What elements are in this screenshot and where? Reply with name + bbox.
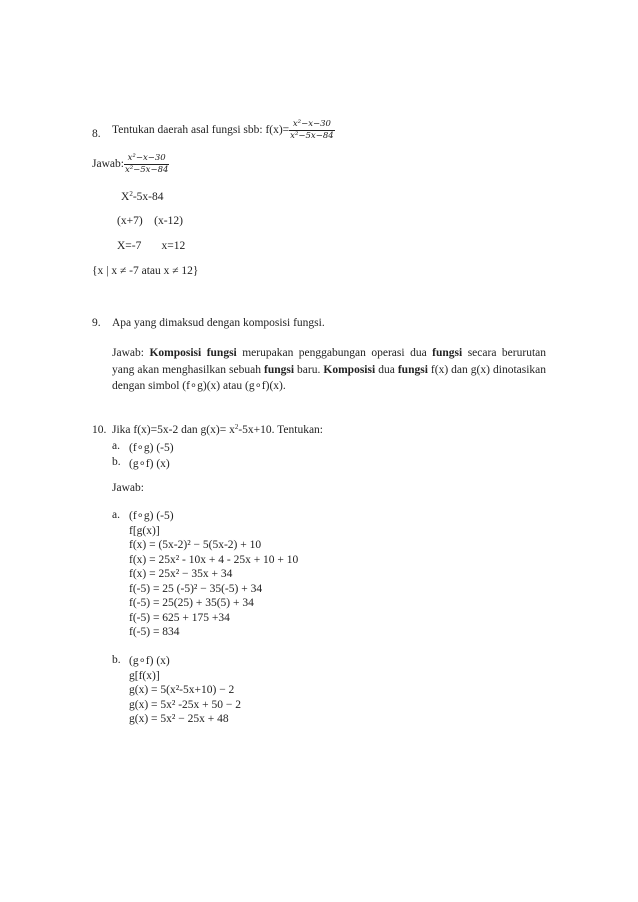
q8-step-2: [117, 215, 183, 227]
q8-fraction: [289, 120, 334, 140]
q9-answer-line-1: [112, 345, 546, 362]
q10-solution-b-label: b.: [112, 654, 121, 666]
q10-solution-a-line: f(-5) = 625 + 175 +34: [129, 611, 230, 624]
q9-answer-line-2: [112, 362, 546, 379]
q8-result: {x | x ≠ -7 atau x ≠ 12}: [92, 265, 199, 277]
q10-option-a: (f∘g) (-5): [129, 442, 174, 454]
q10-solution-a-line: f(-5) = 25 (-5)² − 35(-5) + 34: [129, 582, 263, 595]
q8-answer-numerator: x²−x−30: [124, 154, 169, 165]
q8-step-1-var: X: [121, 191, 130, 203]
q10-solution-a-line: f[g(x)]: [129, 524, 160, 537]
q9-term-fungsi: fungsi: [432, 347, 463, 359]
q10-solution-a-line: f(-5) = 25(25) + 35(5) + 34: [129, 597, 254, 609]
q8-factor-2: (x-12): [154, 215, 183, 227]
q9-line2-d: f(x) dan g(x) dinotasikan: [427, 363, 547, 376]
q8-answer-fraction: [124, 154, 169, 174]
q8-step-1-rest: -5x-84: [132, 191, 164, 203]
q8-fraction-denominator: x²−5x−84: [290, 130, 334, 141]
q9-text-2: secara berurutan: [462, 347, 546, 359]
q8-number: 8.: [92, 128, 101, 140]
q9-jawab: Jawab:: [112, 347, 150, 359]
q9-number: 9.: [92, 317, 101, 329]
q10-jawab: Jawab:: [112, 482, 144, 494]
q9-line2-term-1: fungsi: [263, 363, 295, 376]
q8-answer-denominator: x²−5x−84: [124, 164, 169, 175]
q10-option-b: (g∘f) (x): [129, 458, 170, 470]
q9-line2-b: baru.: [294, 363, 324, 376]
q9-line2-term-3: fungsi: [397, 363, 428, 376]
q9-answer: [112, 345, 546, 395]
q10-solution-a-line: f(-5) = 834: [129, 626, 180, 638]
q9-term-komposisi-fungsi: Komposisi fungsi: [149, 347, 237, 359]
q8-root-2: x=12: [161, 240, 186, 252]
q10-solution-b-line: g(x) = 5x² -25x + 50 − 2: [129, 698, 242, 711]
q8-answer: [92, 154, 169, 174]
q8-prompt: Tentukan daerah asal fungsi sbb: f(x)=: [112, 124, 290, 136]
q10-solution-b-line: g(x) = 5(x²-5x+10) − 2: [129, 684, 235, 696]
q10-solution-b: [129, 654, 241, 727]
q10-solution-a-line: f(x) = (5x-2)² − 5(5x-2) + 10: [129, 539, 262, 551]
q10-solution-b-line: g(x) = 5x² − 25x + 48: [129, 713, 229, 725]
q8-step-3: [117, 240, 185, 252]
q8-step-1: $X^2-5x-84$: [121, 190, 164, 203]
q10-solution-a-label: a.: [112, 509, 120, 521]
q9-answer-line-3: dengan simbol (f∘g)(x) atau (g∘f)(x).: [112, 380, 286, 392]
q8-question: [112, 120, 335, 140]
q9-text-1: merupakan penggabungan operasi dua: [236, 347, 433, 359]
q10-prompt-b: -5x+10. Tentukan:: [238, 424, 324, 436]
q10-solution-a: [129, 509, 298, 640]
q10-solution-a-line: f(x) = 25x² - 10x + 4 - 25x + 10 + 10: [129, 553, 299, 566]
q10-solution-a-line: (f∘g) (-5): [129, 510, 174, 522]
q10-prompt: Jika f(x)=5x-2 dan $g(x)= x^2-5x+10$. Tentukan:: [112, 423, 324, 436]
q9-line2-a: yang akan menghasilkan sebuah: [112, 363, 264, 376]
q10-prompt-a: Jika f(x)=5x-2 dan g(x)= x: [112, 424, 235, 436]
q9-line2-c: dua: [375, 363, 398, 376]
q8-fraction-numerator: x²−x−30: [289, 120, 334, 131]
q8-answer-label: Jawab:: [92, 158, 124, 170]
q10-number: 10.: [92, 424, 107, 436]
q10-solution-a-line: f(x) = 25x² − 35x + 34: [129, 568, 233, 580]
q9-prompt: Apa yang dimaksud dengan komposisi fungsi.: [112, 317, 325, 329]
q8-root-1: X=-7: [117, 240, 142, 252]
q9-line2-term-2: Komposisi: [323, 363, 376, 376]
q10-solution-b-line: (g∘f) (x): [129, 655, 170, 667]
q8-factor-1: (x+7): [117, 215, 143, 227]
q10-option-a-label: a.: [112, 440, 120, 452]
q10-option-b-label: b.: [112, 456, 121, 468]
q10-solution-b-line: g[f(x)]: [129, 669, 160, 682]
